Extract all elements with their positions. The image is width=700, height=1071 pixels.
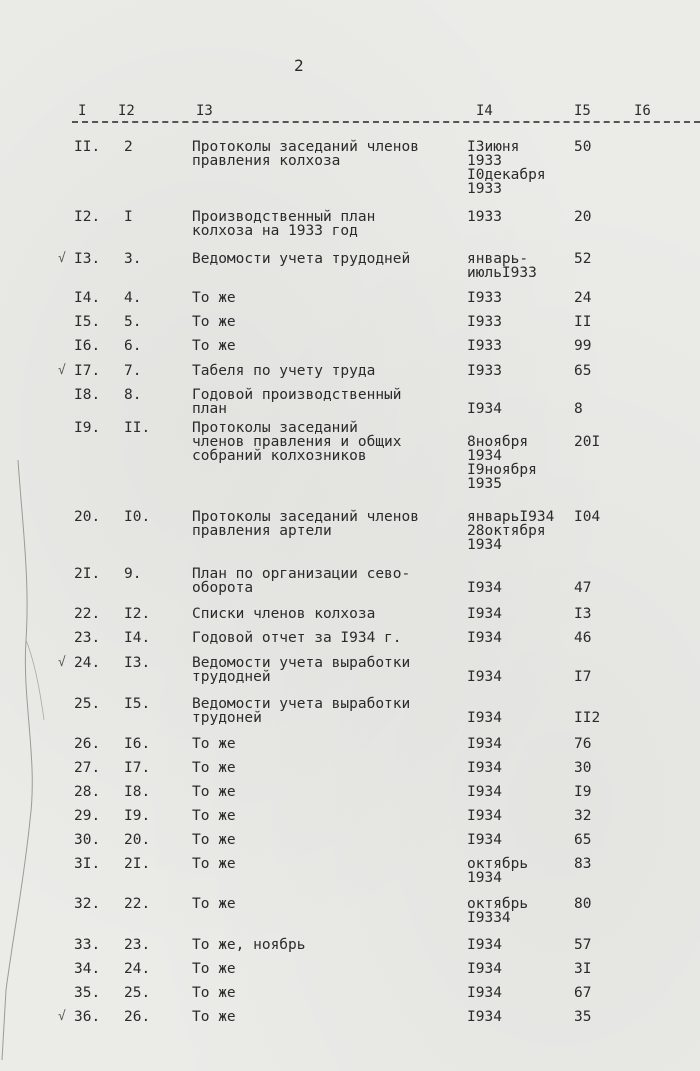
sheet-count: 8 xyxy=(574,401,583,417)
sheet-count: I7 xyxy=(574,669,592,685)
item-number: I3. xyxy=(74,251,101,267)
column-header-row xyxy=(0,103,700,127)
sheet-count: I04 xyxy=(574,509,601,525)
check-mark: √ xyxy=(58,655,66,670)
old-number: I2. xyxy=(124,606,151,622)
sheet-count: 65 xyxy=(574,363,592,379)
document-date: октябрь 1934 xyxy=(467,856,529,886)
item-number: 30. xyxy=(74,832,101,848)
document-date: I933 xyxy=(467,314,502,330)
old-number: I0. xyxy=(124,509,151,525)
document-title: То же xyxy=(192,856,236,872)
old-number: 3. xyxy=(124,251,142,267)
document-title: То же xyxy=(192,290,236,306)
sheet-count: 76 xyxy=(574,736,592,752)
check-mark: √ xyxy=(58,1009,66,1024)
document-date: I934 xyxy=(467,808,502,824)
document-date: I934 xyxy=(467,1009,502,1025)
document-date: I934 xyxy=(467,961,502,977)
page-number: 2 xyxy=(294,56,304,75)
document-date: I934 xyxy=(467,630,502,646)
document-title: Ведомости учета трудодней xyxy=(192,251,411,267)
header-col-6: I6 xyxy=(634,103,651,119)
document-date: I934 xyxy=(467,710,502,726)
item-number: 2I. xyxy=(74,566,101,582)
document-title: Протоколы заседаний членов правления колхоза xyxy=(192,139,419,169)
old-number: 23. xyxy=(124,937,151,953)
document-title: То же xyxy=(192,961,236,977)
old-number: 4. xyxy=(124,290,142,306)
item-number: I4. xyxy=(74,290,101,306)
item-number: 26. xyxy=(74,736,101,752)
document-title: То же xyxy=(192,338,236,354)
document-title: То же xyxy=(192,985,236,1001)
document-title: То же, ноябрь xyxy=(192,937,306,953)
document-title: Табеля по учету труда xyxy=(192,363,376,379)
document-date: январьI934 28октября 1934 xyxy=(467,509,555,553)
document-title: То же xyxy=(192,760,236,776)
document-title: Списки членов колхоза xyxy=(192,606,376,622)
old-number: 2I. xyxy=(124,856,151,872)
document-date: 1933 xyxy=(467,209,502,225)
item-number: I2. xyxy=(74,209,101,225)
old-number: I7. xyxy=(124,760,151,776)
old-number: II. xyxy=(124,420,151,436)
old-number: 9. xyxy=(124,566,142,582)
item-number: I5. xyxy=(74,314,101,330)
sheet-count: 47 xyxy=(574,580,592,596)
sheet-count: 24 xyxy=(574,290,592,306)
document-title: То же xyxy=(192,314,236,330)
document-date: I934 xyxy=(467,832,502,848)
document-date: I934 xyxy=(467,760,502,776)
header-dashed-rule xyxy=(72,121,700,123)
header-col-4: I4 xyxy=(476,103,493,119)
paper-crack-mark xyxy=(0,460,60,1060)
document-date: I934 xyxy=(467,401,502,417)
document-date: I934 xyxy=(467,736,502,752)
item-number: 27. xyxy=(74,760,101,776)
document-title: План по организации сево- оборота xyxy=(192,566,411,596)
item-number: 34. xyxy=(74,961,101,977)
item-number: 23. xyxy=(74,630,101,646)
item-number: 36. xyxy=(74,1009,101,1025)
document-date: I934 xyxy=(467,784,502,800)
document-date: январь- июльI933 xyxy=(467,251,537,281)
sheet-count: 3I xyxy=(574,961,592,977)
document-title: Годовой отчет за I934 г. xyxy=(192,630,402,646)
old-number: I3. xyxy=(124,655,151,671)
item-number: 24. xyxy=(74,655,101,671)
old-number: 20. xyxy=(124,832,151,848)
item-number: 22. xyxy=(74,606,101,622)
header-col-1: I xyxy=(78,103,87,119)
document-title: То же xyxy=(192,736,236,752)
header-col-5: I5 xyxy=(574,103,591,119)
document-title: Годовой производственный план xyxy=(192,387,402,417)
old-number: I6. xyxy=(124,736,151,752)
item-number: I7. xyxy=(74,363,101,379)
item-number: II. xyxy=(74,139,101,155)
old-number: 24. xyxy=(124,961,151,977)
sheet-count: 80 xyxy=(574,896,592,912)
sheet-count: 50 xyxy=(574,139,592,155)
sheet-count: I9 xyxy=(574,784,592,800)
sheet-count: I3 xyxy=(574,606,592,622)
document-date: I934 xyxy=(467,580,502,596)
document-date: I3июня 1933 I0декабря 1933 xyxy=(467,139,546,197)
old-number: 6. xyxy=(124,338,142,354)
old-number: I8. xyxy=(124,784,151,800)
document-date: I934 xyxy=(467,937,502,953)
old-number: 7. xyxy=(124,363,142,379)
check-mark: √ xyxy=(58,363,66,378)
document-title: То же xyxy=(192,784,236,800)
sheet-count: 46 xyxy=(574,630,592,646)
document-title: То же xyxy=(192,832,236,848)
sheet-count: 83 xyxy=(574,856,592,872)
document-date: I934 xyxy=(467,606,502,622)
item-number: 29. xyxy=(74,808,101,824)
sheet-count: 30 xyxy=(574,760,592,776)
document-title: Ведомости учета выработки трудодней xyxy=(192,655,411,685)
sheet-count: 32 xyxy=(574,808,592,824)
old-number: I xyxy=(124,209,133,225)
document-title: Ведомости учета выработки трудоней xyxy=(192,696,411,726)
item-number: I9. xyxy=(74,420,101,436)
sheet-count: II2 xyxy=(574,710,601,726)
sheet-count: II xyxy=(574,314,592,330)
document-title: Протоколы заседаний членов правления и общих собраний колхозников xyxy=(192,420,402,464)
sheet-count: 20I xyxy=(574,434,601,450)
item-number: 28. xyxy=(74,784,101,800)
item-number: 20. xyxy=(74,509,101,525)
document-title: То же xyxy=(192,896,236,912)
sheet-count: 35 xyxy=(574,1009,592,1025)
old-number: I4. xyxy=(124,630,151,646)
item-number: 25. xyxy=(74,696,101,712)
old-number: I9. xyxy=(124,808,151,824)
sheet-count: 20 xyxy=(574,209,592,225)
sheet-count: 99 xyxy=(574,338,592,354)
document-title: То же xyxy=(192,808,236,824)
old-number: 22. xyxy=(124,896,151,912)
header-col-2: I2 xyxy=(118,103,135,119)
document-date: I934 xyxy=(467,669,502,685)
old-number: I5. xyxy=(124,696,151,712)
old-number: 2 xyxy=(124,139,133,155)
document-date: I933 xyxy=(467,338,502,354)
item-number: 35. xyxy=(74,985,101,1001)
document-date: I933 xyxy=(467,363,502,379)
item-number: 32. xyxy=(74,896,101,912)
document-title: Протоколы заседаний членов правления артели xyxy=(192,509,419,539)
document-title: То же xyxy=(192,1009,236,1025)
sheet-count: 67 xyxy=(574,985,592,1001)
old-number: 8. xyxy=(124,387,142,403)
sheet-count: 65 xyxy=(574,832,592,848)
document-title: Производственный план колхоза на 1933 год xyxy=(192,209,376,239)
item-number: I8. xyxy=(74,387,101,403)
check-mark: √ xyxy=(58,251,66,266)
old-number: 25. xyxy=(124,985,151,1001)
old-number: 26. xyxy=(124,1009,151,1025)
item-number: I6. xyxy=(74,338,101,354)
document-date: 8ноября 1934 I9ноября 1935 xyxy=(467,434,537,492)
header-col-3: I3 xyxy=(196,103,213,119)
item-number: 3I. xyxy=(74,856,101,872)
sheet-count: 52 xyxy=(574,251,592,267)
document-date: октябрь I93З4 xyxy=(467,896,529,926)
document-date: I933 xyxy=(467,290,502,306)
old-number: 5. xyxy=(124,314,142,330)
sheet-count: 57 xyxy=(574,937,592,953)
document-date: I934 xyxy=(467,985,502,1001)
item-number: 33. xyxy=(74,937,101,953)
